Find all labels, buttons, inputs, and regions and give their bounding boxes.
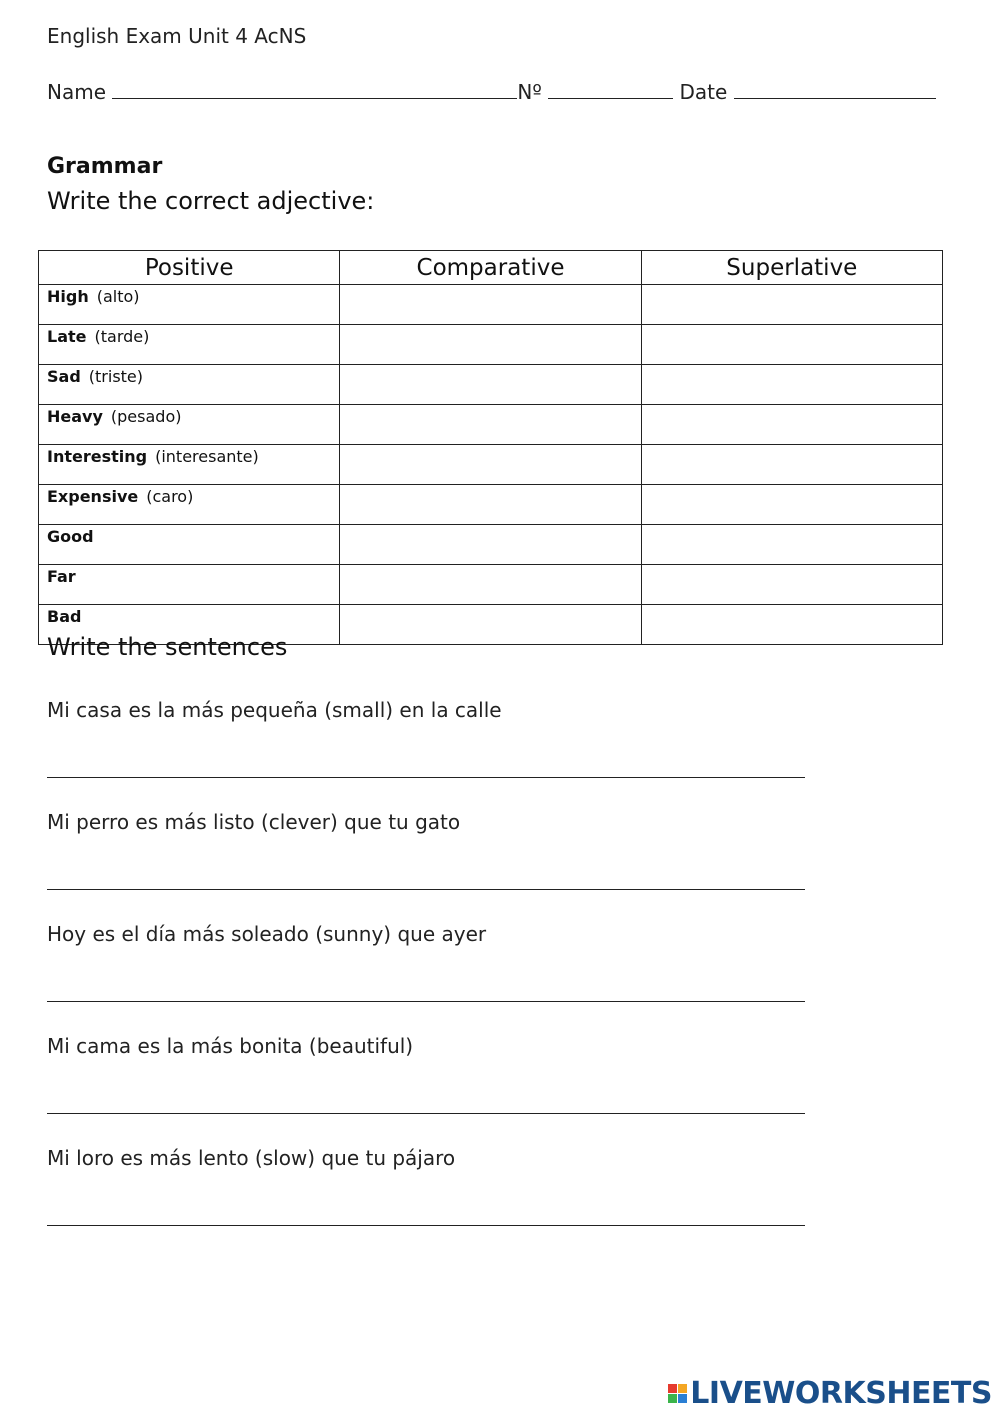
adjective-word: Late	[47, 327, 87, 346]
adjective-word: Good	[47, 527, 94, 546]
comparative-answer-cell[interactable]	[340, 565, 641, 605]
student-info-line	[47, 80, 936, 104]
brand-name: LIVEWORKSHEETS	[690, 1376, 992, 1411]
positive-cell	[39, 325, 340, 365]
adjective-word: Interesting	[47, 447, 148, 466]
number-label: Nº	[517, 80, 542, 104]
positive-cell	[39, 565, 340, 605]
superlative-answer-cell[interactable]	[641, 605, 942, 645]
comparative-answer-cell[interactable]	[340, 485, 641, 525]
sentence-prompt: Mi perro es más listo (clever) que tu gato	[47, 810, 461, 834]
adjective-word: Far	[47, 567, 76, 586]
sentence-answer-line[interactable]	[47, 1113, 805, 1114]
adjective-word: Sad	[47, 367, 81, 386]
column-header-comparative: Comparative	[340, 251, 641, 285]
table-row	[39, 405, 943, 445]
sentence-answer-line[interactable]	[47, 1001, 805, 1002]
positive-cell	[39, 285, 340, 325]
sentence-prompt: Mi loro es más lento (slow) que tu pájaro	[47, 1146, 456, 1170]
superlative-answer-cell[interactable]	[641, 485, 942, 525]
brand-mark-square	[668, 1394, 677, 1403]
comparative-answer-cell[interactable]	[340, 285, 641, 325]
adjective-table	[38, 250, 943, 645]
number-field[interactable]	[548, 80, 673, 99]
worksheet-title: English Exam Unit 4 AcNS	[47, 24, 307, 48]
liveworksheets-logo	[668, 1376, 992, 1411]
positive-cell	[39, 485, 340, 525]
grammar-heading: Grammar	[47, 154, 163, 179]
name-field[interactable]	[112, 80, 517, 99]
table-row	[39, 325, 943, 365]
comparative-answer-cell[interactable]	[340, 445, 641, 485]
superlative-answer-cell[interactable]	[641, 565, 942, 605]
adjective-word: Expensive	[47, 487, 139, 506]
table-row	[39, 285, 943, 325]
sentences-heading: Write the sentences	[47, 633, 288, 661]
table-row	[39, 365, 943, 405]
comparative-answer-cell[interactable]	[340, 525, 641, 565]
brand-mark-icon	[668, 1384, 687, 1403]
superlative-answer-cell[interactable]	[641, 285, 942, 325]
sentence-answer-line[interactable]	[47, 889, 805, 890]
adjective-translation: (alto)	[96, 287, 140, 306]
sentence-prompt: Mi casa es la más pequeña (small) en la calle	[47, 698, 502, 722]
superlative-answer-cell[interactable]	[641, 325, 942, 365]
table-header-row	[39, 251, 943, 285]
brand-mark-square	[678, 1394, 687, 1403]
comparative-answer-cell[interactable]	[340, 605, 641, 645]
superlative-answer-cell[interactable]	[641, 445, 942, 485]
table-row	[39, 445, 943, 485]
comparative-answer-cell[interactable]	[340, 405, 641, 445]
name-label: Name	[47, 80, 107, 104]
adjective-translation: (triste)	[88, 367, 144, 386]
superlative-answer-cell[interactable]	[641, 365, 942, 405]
table-row	[39, 525, 943, 565]
adjective-word: Heavy	[47, 407, 103, 426]
adjective-translation: (tarde)	[94, 327, 150, 346]
adjective-word: High	[47, 287, 89, 306]
positive-cell	[39, 525, 340, 565]
adjective-translation: (pesado)	[110, 407, 182, 426]
comparative-answer-cell[interactable]	[340, 325, 641, 365]
date-field[interactable]	[734, 80, 936, 99]
table-row	[39, 565, 943, 605]
positive-cell	[39, 405, 340, 445]
adjective-translation: (caro)	[146, 487, 194, 506]
column-header-positive: Positive	[39, 251, 340, 285]
brand-mark-square	[668, 1384, 677, 1393]
superlative-answer-cell[interactable]	[641, 405, 942, 445]
date-label: Date	[679, 80, 728, 104]
superlative-answer-cell[interactable]	[641, 525, 942, 565]
positive-cell	[39, 365, 340, 405]
positive-cell	[39, 445, 340, 485]
comparative-answer-cell[interactable]	[340, 365, 641, 405]
table-row	[39, 485, 943, 525]
sentence-prompt: Mi cama es la más bonita (beautiful)	[47, 1034, 414, 1058]
column-header-superlative: Superlative	[641, 251, 942, 285]
adjective-word: Bad	[47, 607, 82, 626]
grammar-instruction: Write the correct adjective:	[47, 187, 375, 215]
adjective-translation: (interesante)	[155, 447, 259, 466]
brand-mark-square	[678, 1384, 687, 1393]
sentence-answer-line[interactable]	[47, 777, 805, 778]
sentence-answer-line[interactable]	[47, 1225, 805, 1226]
sentence-prompt: Hoy es el día más soleado (sunny) que ayer	[47, 922, 487, 946]
